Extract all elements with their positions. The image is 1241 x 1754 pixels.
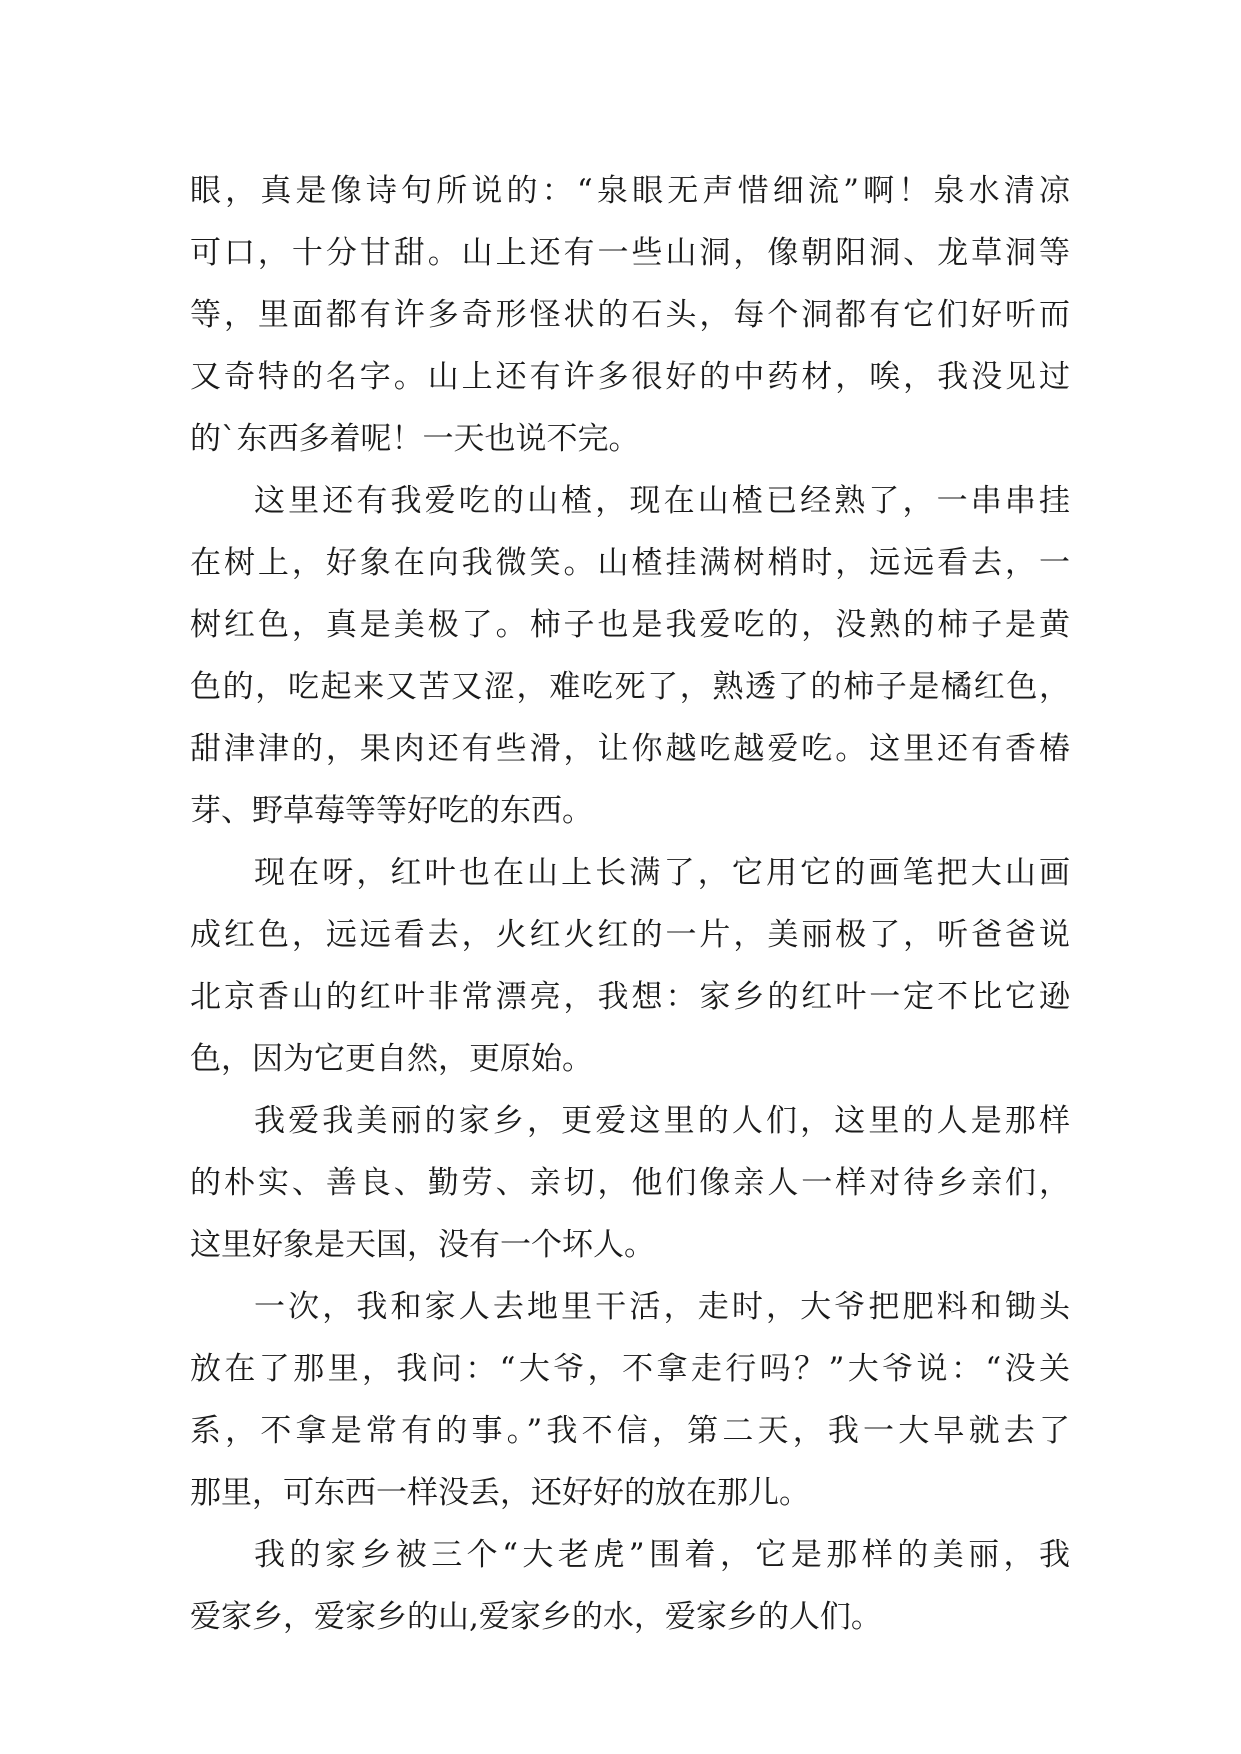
text-line: 这里好象是天国，没有一个坏人。 — [190, 1227, 655, 1263]
text-line: 的朴实、善良、勤劳、亲切，他们像亲人一样对待乡亲们， — [190, 1165, 1070, 1201]
text-line: 的`东西多着呢！一天也说不完。 — [190, 421, 640, 457]
text-line: 色，因为它更自然，更原始。 — [190, 1041, 593, 1077]
essay-body — [190, 160, 1070, 1648]
text-line: 眼，真是像诗句所说的：“泉眼无声惜细流”啊！泉水清凉 — [190, 173, 1070, 209]
text-line: 爱家乡，爱家乡的山,爱家乡的水，爱家乡的人们。 — [190, 1599, 882, 1635]
paragraph — [190, 842, 1070, 1090]
text-line: 芽、野草莓等等好吃的东西。 — [190, 793, 593, 829]
paragraph — [190, 1276, 1070, 1524]
text-line: 可口，十分甘甜。山上还有一些山洞，像朝阳洞、龙草洞等 — [190, 235, 1070, 271]
text-line: 系，不拿是常有的事。”我不信，第二天，我一大早就去了 — [190, 1413, 1070, 1449]
text-line: 我爱我美丽的家乡，更爱这里的人们，这里的人是那样 — [254, 1103, 1070, 1139]
text-line: 那里，可东西一样没丢，还好好的放在那儿。 — [190, 1475, 810, 1511]
text-line: 在树上，好象在向我微笑。山楂挂满树梢时，远远看去，一 — [190, 545, 1070, 581]
paragraph — [190, 160, 1070, 470]
text-line: 树红色，真是美极了。柿子也是我爱吃的，没熟的柿子是黄 — [190, 607, 1070, 643]
text-line: 色的，吃起来又苦又涩，难吃死了，熟透了的柿子是橘红色， — [190, 669, 1070, 705]
text-line: 又奇特的名字。山上还有许多很好的中药材，唉，我没见过 — [190, 359, 1070, 395]
text-line: 北京香山的红叶非常漂亮，我想：家乡的红叶一定不比它逊 — [190, 979, 1070, 1015]
paragraph — [190, 470, 1070, 842]
text-line: 等，里面都有许多奇形怪状的石头，每个洞都有它们好听而 — [190, 297, 1070, 333]
text-line: 我的家乡被三个“大老虎”围着，它是那样的美丽，我 — [254, 1537, 1070, 1573]
paragraph — [190, 1524, 1070, 1648]
text-line: 放在了那里，我问：“大爷，不拿走行吗？”大爷说：“没关 — [190, 1351, 1070, 1387]
text-line: 一次，我和家人去地里干活，走时，大爷把肥料和锄头 — [254, 1289, 1070, 1325]
paragraph — [190, 1090, 1070, 1276]
text-line: 成红色，远远看去，火红火红的一片，美丽极了，听爸爸说 — [190, 917, 1070, 953]
text-line: 现在呀，红叶也在山上长满了，它用它的画笔把大山画 — [254, 855, 1070, 891]
text-line: 甜津津的，果肉还有些滑，让你越吃越爱吃。这里还有香椿 — [190, 731, 1070, 767]
text-line: 这里还有我爱吃的山楂，现在山楂已经熟了，一串串挂 — [254, 483, 1070, 519]
